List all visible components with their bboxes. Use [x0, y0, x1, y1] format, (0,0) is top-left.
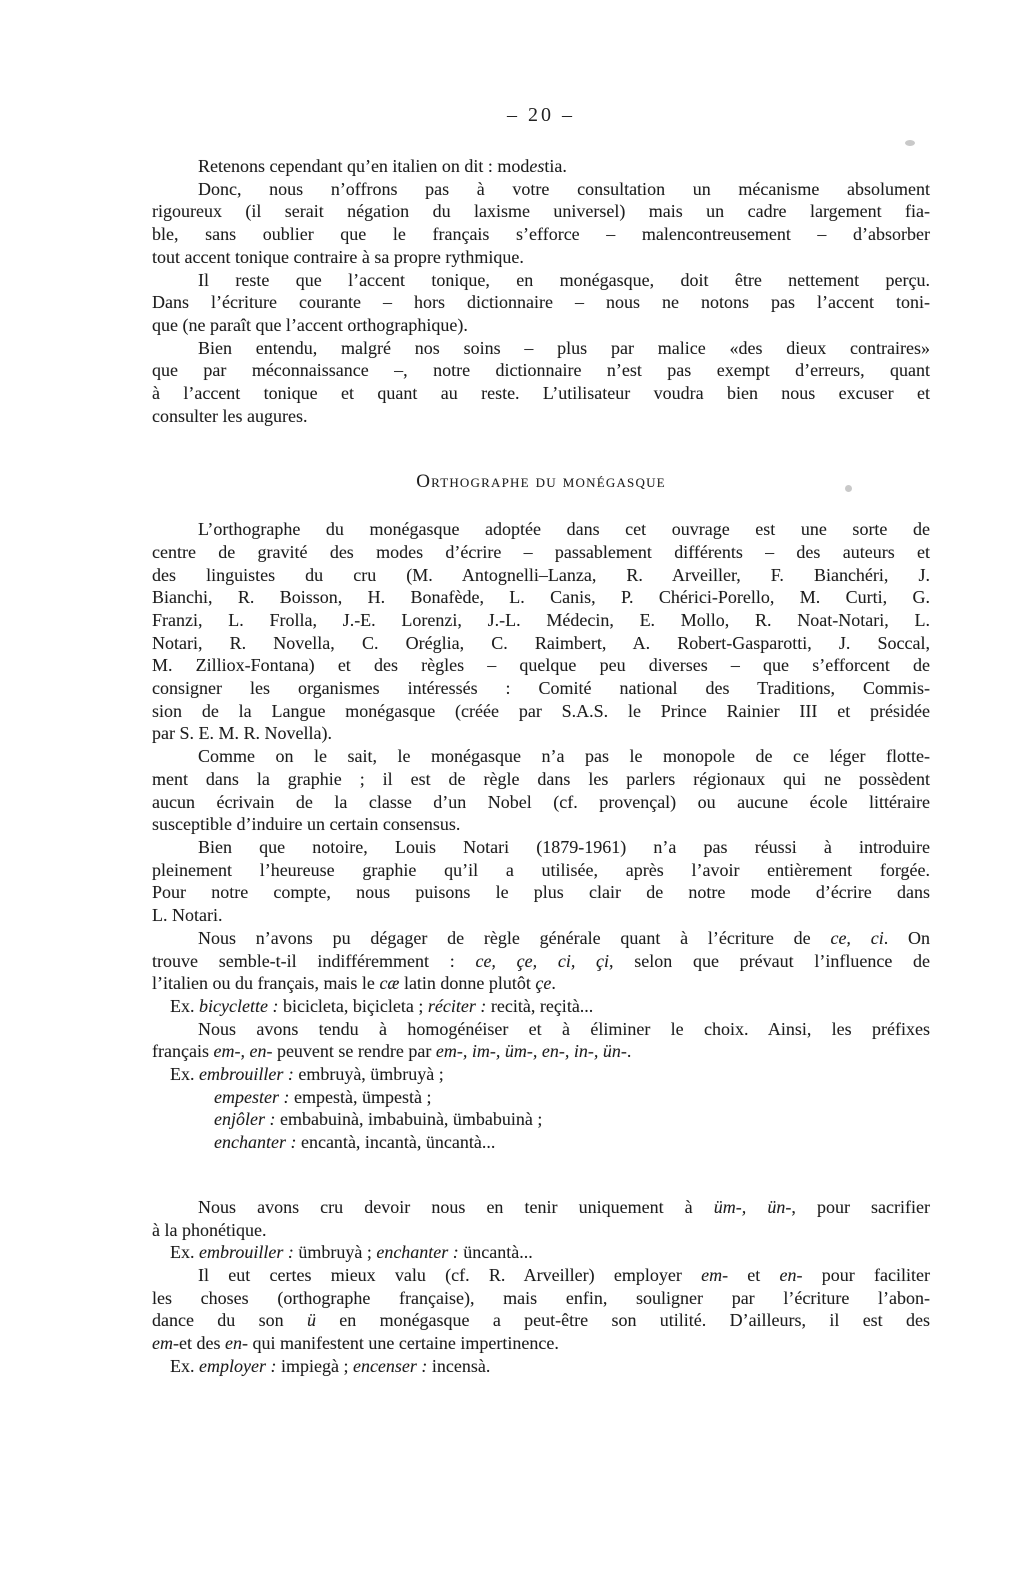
example-bicyclette	[152, 995, 930, 1018]
paragraph-bien-entendu	[152, 337, 930, 428]
text-line: Comme on le sait, le monégasque n’a pas le monopole de ce léger flotte-	[198, 746, 930, 767]
page-body	[152, 155, 930, 1377]
text-line: à l’accent tonique et quant au reste. L’utilisateur voudra bien nous excuser et	[152, 383, 930, 404]
text-line: Ex. embrouiller : embruyà, ümbruyà ;	[170, 1064, 444, 1085]
paragraph-ce-ci	[152, 927, 930, 995]
text-line: l’italien ou du français, mais le cæ latin donne plutôt çe.	[152, 973, 556, 994]
text-line: par S. E. M. R. Novella).	[152, 723, 332, 744]
text-line: à la phonétique.	[152, 1219, 267, 1240]
text-line: enjôler : embabuinà, imbabuinà, ümbabuinà ;	[214, 1109, 543, 1130]
paragraph-orthographe-adoptee	[152, 518, 930, 745]
text-line: Dans l’écriture courante – hors dictionnaire – nous ne notons pas l’accent toni-	[152, 292, 930, 313]
paragraph-modestia	[152, 155, 930, 178]
text-line: L. Notari.	[152, 905, 223, 926]
paragraph-homogeneiser	[152, 1018, 930, 1063]
text-line: Nous avons cru devoir nous en tenir uniquement à üm-, ün-, pour sacrifier	[198, 1196, 930, 1217]
text-line: Ex. bicyclette : bicicleta, biçicleta ; réciter : recità, reçità...	[170, 995, 594, 1016]
text-line: ment dans la graphie ; il est de règle dans les parlers régionaux qui ne possèdent	[152, 768, 930, 789]
text-line: Pour notre compte, nous puisons le plus clair de notre mode d’écrire dans	[152, 882, 930, 903]
text-line: Orthographe du monégasque	[416, 471, 666, 493]
paragraph-accent-tonique	[152, 269, 930, 337]
scan-speck	[845, 485, 852, 492]
text-line: Ex. embrouiller : ümbruyà ; enchanter : üncantà...	[170, 1242, 533, 1263]
text-line: que par méconnaissance –, notre dictionnaire n’est pas exempt d’erreurs, quant	[152, 360, 930, 381]
example-prefixes	[152, 1063, 930, 1154]
paragraph-donc	[152, 178, 930, 269]
paragraph-arveiller	[152, 1264, 930, 1355]
text-line: Retenons cependant qu’en italien on dit : modestia.	[198, 156, 567, 176]
example-employer	[152, 1355, 930, 1378]
example-umbruya	[152, 1241, 930, 1264]
text-line: consigner les organismes intéressés : Comité national des Traditions, Commis-	[152, 678, 930, 699]
text-line: empester : empestà, ümpestà ;	[214, 1086, 432, 1107]
text-line: Bien que notoire, Louis Notari (1879-1961) n’a pas réussi à introduire	[198, 836, 930, 857]
text-line: em-et des en- qui manifestent une certaine impertinence.	[152, 1333, 559, 1354]
text-line: Donc, nous n’offrons pas à votre consultation un mécanisme absolument	[198, 178, 930, 199]
text-line: M. Zilliox-Fontana) et des règles – quelque peu diverses – que s’efforcent de	[152, 655, 930, 676]
section-heading	[152, 471, 930, 494]
text-line: consulter les augures.	[152, 405, 308, 426]
text-line: Bianchi, R. Boisson, H. Bonafède, L. Canis, P. Chérici-Porello, M. Curti, G.	[152, 587, 930, 608]
text-line: Nous n’avons pu dégager de règle générale quant à l’écriture de ce, ci. On	[198, 927, 931, 948]
text-line: dance du son ü en monégasque a peut-être son utilité. D’ailleurs, il est des	[152, 1310, 930, 1331]
text-line: que (ne paraît que l’accent orthographique).	[152, 314, 468, 335]
text-line: tout accent tonique contraire à sa propre rythmique.	[152, 246, 524, 267]
text-line: Notari, R. Novella, C. Oréglia, C. Raimbert, A. Robert-Gasparotti, J. Soccal,	[152, 632, 930, 653]
text-line: Ex. employer : impiegà ; encenser : incensà.	[170, 1355, 491, 1376]
text-line: Il reste que l’accent tonique, en monégasque, doit être nettement perçu.	[198, 269, 930, 290]
text-line: rigoureux (il serait négation du laxisme universel) mais un cadre largement fia-	[152, 201, 930, 222]
text-line: ble, sans oublier que le français s’efforce – malencontreusement – d’absorber	[152, 224, 930, 245]
text-line: aucun écrivain de la classe d’un Nobel (cf. provençal) ou aucune école littéraire	[152, 791, 930, 812]
text-line: L’orthographe du monégasque adoptée dans cet ouvrage est une sorte de	[198, 519, 930, 540]
text-line: Franzi, L. Frolla, J.-E. Lorenzi, J.-L. Médecin, E. Mollo, R. Noat-Notari, L.	[152, 609, 930, 630]
text-line: les choses (orthographe française), mais enfin, souligner par l’écriture l’abon-	[152, 1287, 930, 1308]
paragraph-um-un	[152, 1196, 930, 1241]
paragraph-comme-on-le-sait	[152, 745, 930, 836]
text-line: enchanter : encantà, incantà, üncantà...	[214, 1132, 496, 1153]
text-line: des linguistes du cru (M. Antognelli–Lanza, R. Arveiller, F. Bianchéri, J.	[152, 564, 930, 585]
text-line: Bien entendu, malgré nos soins – plus par malice «des dieux contraires»	[198, 337, 930, 358]
text-line: susceptible d’induire un certain consensus.	[152, 814, 461, 835]
paragraph-louis-notari	[152, 836, 930, 927]
text-line: trouve semble-t-il indifféremment : ce, çe, ci, çi, selon que prévaut l’influence de	[152, 950, 931, 971]
scan-speck	[905, 140, 915, 146]
text-line: pleinement l’heureuse graphie qu’il a utilisée, après l’avoir entièrement forgée.	[152, 859, 930, 880]
text-line: français em-, en- peuvent se rendre par em-, im-, üm-, en-, in-, ün-.	[152, 1041, 632, 1062]
text-line: centre de gravité des modes d’écrire – passablement différents – des auteurs et	[152, 541, 930, 562]
text-line: Il eut certes mieux valu (cf. R. Arveiller) employer em- et en- pour faciliter	[198, 1264, 930, 1285]
text-line: sion de la Langue monégasque (créée par S.A.S. le Prince Rainier III et présidée	[152, 700, 930, 721]
page-number: – 20 –	[507, 104, 575, 126]
text-line: Nous avons tendu à homogénéiser et à éliminer le choix. Ainsi, les préfixes	[198, 1018, 930, 1039]
